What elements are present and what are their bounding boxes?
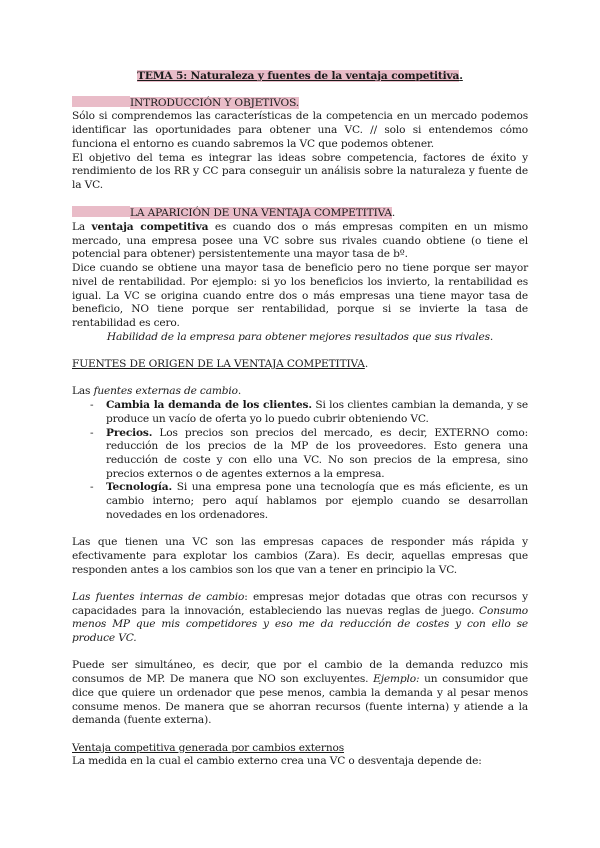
- paragraph: Puede ser simultáneo, es decir, que por el cambio de la demanda reduzco mis consumos de MP. De manera que NO son excluyentes. Ejemplo: un consumidor que dice que quiere un ordenador que pese menos, cambia la demanda y al pesar menos consume menos. De manera que se ahorran recursos (fuente interna) y atiende a la demanda (fuente externa).: [72, 659, 528, 727]
- list-item: - Precios. Los precios son precios del mercado, es decir, EXTERNO como: reducción de los precios de la MP de los proveedores. Esto genera una reducción de coste y con ello una VC. No son precios de la empresa, sino precios externos o de agentes externos a la empresa.: [90, 427, 528, 482]
- subsection-heading: Ventaja competitiva generada por cambios externos: [72, 741, 345, 754]
- section-heading-aparicion: LA APARICIÓN DE UNA VENTAJA COMPETITIVA.: [72, 206, 528, 221]
- paragraph: Las fuentes internas de cambio: empresas mejor dotadas que otras con recursos y capacidades para la innovación, estableciendo las nuevas reglas de juego. Consumo menos MP que mis competidores y eso me da reducción de costes y con ello se produce VC.: [72, 590, 529, 645]
- document-page: [72, 70, 528, 769]
- section-heading-introduccion: INTRODUCCIÓN Y OBJETIVOS.: [72, 96, 528, 111]
- paragraph: Dice cuando se obtiene una mayor tasa de beneficio pero no tiene porque ser mayor nivel de rentabilidad. Por ejemplo: si yo los beneficios los invierto, la rentabilidad es igual. La VC se origina cuando entre dos o más empresas una tiene mayor tasa de beneficio, NO tiene porque ser rentabilidad, porque si se invierte la tasa de rentabilidad es cero.: [72, 262, 528, 329]
- sources-list: [72, 399, 528, 522]
- list-item: - Cambia la demanda de los clientes. Si los clientes cambian la demanda, y se produce un vacío de oferta yo lo puedo cubrir obteniendo VC.: [90, 399, 528, 426]
- page-title: TEMA 5: Naturaleza y fuentes de la ventaja competitiva.: [137, 70, 463, 82]
- paragraph: Las que tienen una VC son las empresas capaces de responder más rápida y efectivamente para explotar los cambios (Zara). Es decir, aquellas empresas que responden antes a los cambios son los que van a tener en principio la VC.: [72, 536, 528, 576]
- paragraph: La ventaja competitiva es cuando dos o más empresas compiten en un mismo mercado, una empresa posee una VC sobre sus rivales cuando obtiene (o tiene el potencial para obtener) persistentemente una mayor tasa de bº.: [72, 221, 528, 261]
- paragraph: La medida en la cual el cambio externo crea una VC o desventaja depende de:: [72, 755, 482, 768]
- paragraph: Sólo si comprendemos las características de la competencia en un mercado podemos identificar las oportunidades para obtener una VC. // solo si entendemos cómo funciona el entorno es cuando sabremos la VC que podemos obtener.: [72, 110, 528, 150]
- paragraph: Las fuentes externas de cambio.: [72, 385, 242, 398]
- list-item: - Tecnología. Si una empresa pone una tecnología que es más eficiente, es un cambio interno; pero aquí hablamos por ejemplo cuando se desarrollan novedades en los ordenadores.: [90, 481, 528, 522]
- paragraph: El objetivo del tema es integrar las ideas sobre competencia, factores de éxito y rendimiento de los RR y CC para conseguir un análisis sobre la naturaleza y fuente de la VC.: [72, 151, 528, 191]
- section-heading-fuentes: FUENTES DE ORIGEN DE LA VENTAJA COMPETITIVA.: [72, 358, 369, 371]
- quote: Habilidad de la empresa para obtener mejores resultados que sus rivales.: [106, 330, 494, 343]
